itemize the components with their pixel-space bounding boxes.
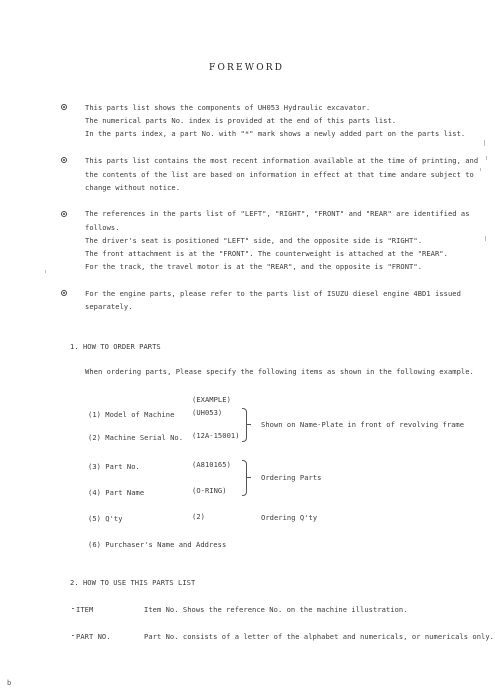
item-value: (12A-15001) xyxy=(192,431,240,440)
item-value: (O-RING) xyxy=(192,486,227,495)
item-value: (2) xyxy=(192,512,205,521)
paragraph-line: The references in the parts list of "LEFT", "RIGHT", "FRONT" and "REAR" are identified as xyxy=(85,209,470,218)
entry-desc: Item No. Shows the reference No. on the machine illustration. xyxy=(144,605,408,614)
bullet-icon xyxy=(61,290,67,296)
entry-desc: Part No. consists of a letter of the alphabet and numericals, or numericals only. xyxy=(144,632,494,641)
ordering-qty-note: Ordering Q'ty xyxy=(261,513,318,522)
paragraph-line: For the track, the travel motor is at the "REAR", and the opposite is "FRONT". xyxy=(85,262,423,271)
scan-mark xyxy=(484,140,485,146)
section-intro: When ordering parts, Please specify the following items as shown in the following example. xyxy=(85,367,474,376)
item-label: (6) Purchaser's Name and Address xyxy=(88,540,227,549)
brace-icon xyxy=(242,408,247,442)
section-heading: 2. HOW TO USE THIS PARTS LIST xyxy=(70,578,196,587)
dot-mark xyxy=(72,635,74,636)
section-heading: 1. HOW TO ORDER PARTS xyxy=(70,342,161,351)
paragraph-line: This parts list contains the most recent information available at the time of printing, and xyxy=(85,156,479,165)
paragraph-line: The driver's seat is positioned "LEFT" side, and the opposite side is "RIGHT". xyxy=(85,236,423,245)
ordering-parts-note: Ordering Parts xyxy=(261,473,322,482)
item-label: (4) Part Name xyxy=(88,488,145,497)
scan-mark xyxy=(45,270,46,273)
scan-mark xyxy=(480,168,481,171)
paragraph-line: separately. xyxy=(85,302,133,311)
bullet-icon xyxy=(61,104,67,110)
item-value: (A810165) xyxy=(192,460,231,469)
item-label: (5) Q'ty xyxy=(88,514,123,523)
paragraph-line: In the parts index, a part No. with "*" mark shows a newly added part on the parts list. xyxy=(85,129,466,138)
dot-mark xyxy=(72,608,74,609)
brace-icon xyxy=(242,460,247,496)
bullet-icon xyxy=(61,211,67,217)
item-label: (1) Model of Machine xyxy=(88,410,175,419)
example-header: (EXAMPLE) xyxy=(192,395,231,404)
paragraph-line: the contents of the list are based on information in effect at that time andare subject to xyxy=(85,170,474,179)
nameplate-note: Shown on Name-Plate in front of revolving frame xyxy=(261,420,465,429)
item-label: (3) Part No. xyxy=(88,462,140,471)
paragraph-line: change without notice. xyxy=(85,183,181,192)
scan-mark xyxy=(486,156,487,160)
scan-mark xyxy=(485,236,486,241)
paragraph-line: The numerical parts No. index is provided at the end of this parts list. xyxy=(85,116,397,125)
paragraph-line: The front attachment is at the "FRONT". The counterweight is attached at the "REAR". xyxy=(85,249,448,258)
brace-tip xyxy=(247,424,251,425)
item-label: (2) Machine Serial No. xyxy=(88,433,184,442)
entry-term: ITEM xyxy=(76,605,94,614)
footer-mark: b xyxy=(7,678,12,687)
paragraph-line: follows. xyxy=(85,223,120,232)
paragraph-line: This parts list shows the components of UH053 Hydraulic excavator. xyxy=(85,103,371,112)
page-title: FOREWORD xyxy=(209,63,285,73)
paragraph-line: For the engine parts, please refer to the parts list of ISUZU diesel engine 4BD1 issued xyxy=(85,289,461,298)
brace-tip xyxy=(247,477,251,478)
bullet-icon xyxy=(61,157,67,163)
entry-term: PART NO. xyxy=(76,632,111,641)
item-value: (UH053) xyxy=(192,408,223,417)
